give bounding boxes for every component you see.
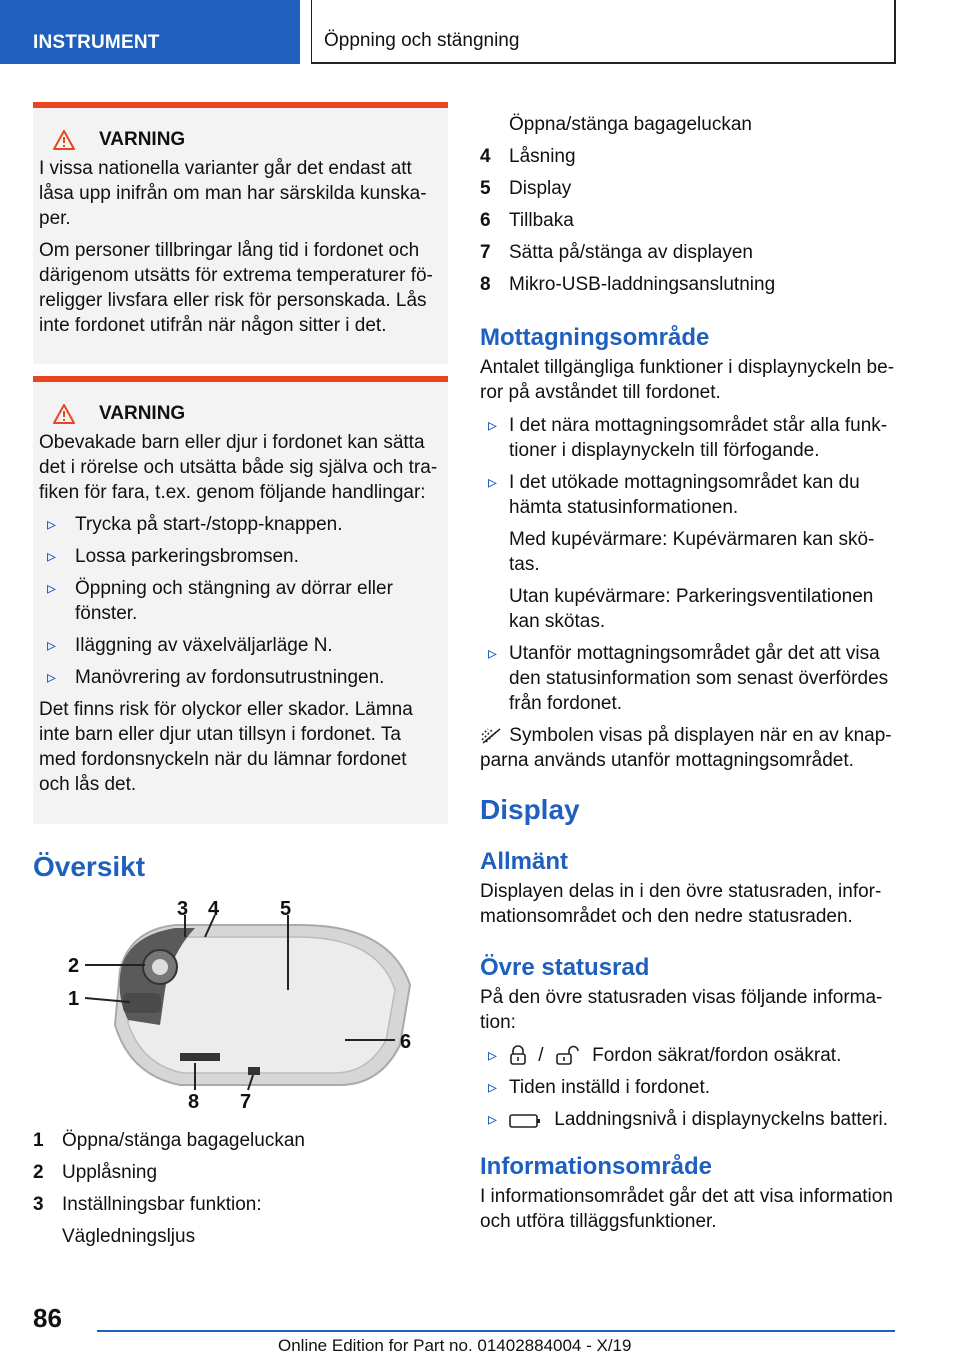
list-item: ▹ Utanför mottagningsområdet går det att visa den statusinformation som senast överfördes från fordonet. — [480, 641, 900, 716]
list-item: ▹ Laddningsnivå i displaynyckelns batteri. — [480, 1107, 900, 1132]
page-number: 86 — [33, 1303, 62, 1333]
footer-divider — [97, 1330, 895, 1332]
status-intro: På den övre statusraden visas följande informa-tion: — [480, 987, 883, 1033]
header-chapter: Öppning och stängning — [324, 30, 520, 51]
reception-intro: Antalet tillgängliga funktioner i displaynyckeln be-ror på avståndet till fordonet. — [480, 357, 895, 403]
warning-title: VARNING — [53, 128, 440, 152]
list-item: 6 Tillbaka — [480, 210, 574, 231]
list-subitem: Vägledningsljus — [62, 1226, 196, 1247]
warning-triangle-icon — [53, 130, 75, 150]
list-item: ▹ Lossa parkeringsbromsen. — [39, 544, 440, 569]
list-item: 3 Inställningsbar funktion: — [33, 1194, 262, 1215]
figure-callout: 8 — [188, 1091, 200, 1113]
key-trunk-button — [123, 993, 161, 1013]
lock-open-icon — [555, 1045, 579, 1065]
figure-callout: 5 — [280, 898, 292, 920]
list-item: 8 Mikro-USB-laddningsanslutning — [480, 274, 776, 295]
display-key-figure — [60, 895, 420, 1120]
figure-callout: 6 — [400, 1031, 412, 1053]
list-subitem: Utan kupévärmare: Parkeringsventilationen kan skötas. — [509, 586, 874, 632]
warning-bullet-list — [39, 512, 440, 690]
general-text: Displayen delas in i den övre statusraden, infor-mationsområdet och den nedre statusraden. — [480, 881, 882, 927]
reception-heading: Mottagningsområde — [480, 324, 710, 351]
figure-callout: 4 — [208, 898, 220, 920]
figure-callout: 2 — [68, 955, 80, 977]
list-item: 7 Sätta på/stänga av displayen — [480, 242, 754, 263]
lock-closed-icon — [509, 1045, 527, 1065]
key-power-button — [248, 1067, 260, 1075]
list-item: ▹ Öppning och stängning av dörrar eller fönster. — [39, 576, 440, 626]
overview-list-part2 — [480, 112, 900, 297]
overview-list-part1 — [33, 1128, 448, 1256]
list-item: ▹ / Fordon säkrat/fordon osäkrat. — [480, 1043, 900, 1068]
list-item: ▹ Tiden inställd i fordonet. — [480, 1075, 900, 1100]
warning-paragraph: Det finns risk för olyckor eller skador. Lämna inte barn eller djur utan tillsyn i fordonet. Ta med fordonsnyckeln när du lämnar fordonet och lås det. — [39, 699, 413, 795]
symbol-note: Symbolen visas på displayen när en av knap-parna används utanför mottagningsområdet. — [480, 725, 892, 771]
warning-paragraph: I vissa nationella varianter går det endast att låsa upp inifrån om man har särskilda kunska-per. — [39, 158, 427, 229]
general-heading: Allmänt — [480, 848, 569, 875]
warning-title: VARNING — [53, 402, 440, 426]
list-item: 1 Öppna/stänga bagageluckan — [33, 1130, 305, 1151]
warning-triangle-icon — [53, 404, 75, 424]
list-item: ▹ Iläggning av växelväljarläge N. — [39, 633, 440, 658]
list-item: ▹ Trycka på start-/stopp-knappen. — [39, 512, 440, 537]
list-subitem: Öppna/stänga bagageluckan — [509, 114, 752, 135]
header-section: INSTRUMENT — [0, 0, 300, 64]
list-item: 5 Display — [480, 178, 572, 199]
list-item: ▹ I det utökade mottagningsområdet kan du hämta statusinformationen. Med kupévärmare: Kupévärmaren kan skö-tas. Utan kupévärmare: Parkeringsventilationen kan skötas. — [480, 470, 900, 634]
info-heading: Informationsområde — [480, 1153, 713, 1180]
list-item: ▹ I det nära mottagningsområdet står alla funk-tioner i displaynyckeln till förfogande. — [480, 413, 900, 463]
right-column — [480, 112, 900, 1234]
info-text: I informationsområdet går det att visa information och utföra tilläggsfunktioner. — [480, 1186, 893, 1232]
list-item: 2 Upplåsning — [33, 1162, 158, 1183]
header-chapter-box — [311, 0, 896, 64]
figure-callout: 7 — [240, 1091, 252, 1113]
battery-icon — [509, 1113, 541, 1129]
overview-heading: Översikt — [33, 851, 146, 882]
reception-bullets — [480, 413, 900, 716]
warning-paragraph: Om personer tillbringar lång tid i fordonet och därigenom utsätts för extrema temperaturer fö-religger livsfara eller risk för personskada. Lås inte fordonet utifrån när någon sitter i det. — [39, 240, 433, 336]
figure-callout: 1 — [68, 988, 80, 1010]
out-of-range-icon — [480, 727, 504, 745]
key-unlock-center — [152, 959, 168, 975]
display-heading: Display — [480, 794, 580, 825]
list-item: ▹ Manövrering av fordonsutrustningen. — [39, 665, 440, 690]
warning-box-2 — [33, 376, 448, 824]
status-heading: Övre statusrad — [480, 954, 650, 981]
footer-edition: Online Edition for Part no. 01402884004 - X/19 — [278, 1336, 632, 1355]
warning-paragraph: Obevakade barn eller djur i fordonet kan sätta det i rörelse och utsätta både sig själva och tra-fiken för fara, t.ex. genom följande handlingar: — [39, 432, 438, 503]
status-bullets — [480, 1043, 900, 1132]
figure-callout: 3 — [177, 898, 189, 920]
list-item: 4 Låsning — [480, 146, 576, 167]
key-usb-port — [180, 1053, 220, 1061]
list-subitem: Med kupévärmare: Kupévärmaren kan skö-tas. — [509, 529, 875, 575]
warning-box-1 — [33, 102, 448, 364]
